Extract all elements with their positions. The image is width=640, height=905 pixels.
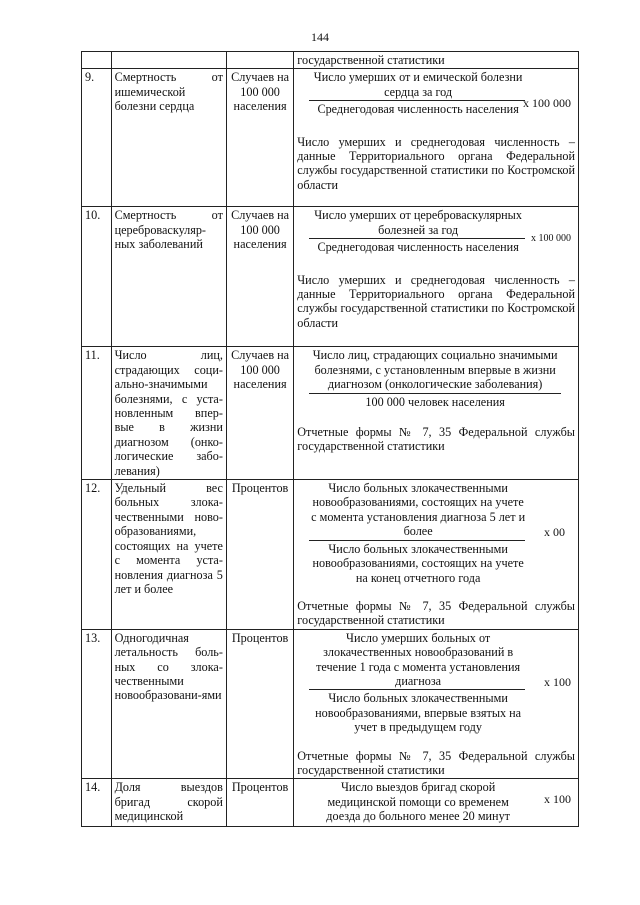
formula-cell	[294, 480, 579, 630]
row-number: 14.	[82, 779, 112, 827]
formula-cell	[294, 629, 579, 779]
fraction	[297, 780, 575, 823]
fraction-line	[309, 238, 525, 239]
row-number: 9.	[82, 69, 112, 207]
formula-cell	[294, 347, 579, 480]
numerator: Число больных злокачественными новообразованиями, состоящих на учете с момента установления диагноза 5 лет и более	[311, 481, 526, 539]
formula-cell	[294, 779, 579, 827]
row-number: 11.	[82, 347, 112, 480]
denominator: Число больных злокачественными новообразованиями, впервые взятых на учет в предыдущем году	[315, 691, 522, 735]
indicator-name: Доля выездов бригад скорой медицинской	[111, 779, 226, 827]
fraction	[297, 70, 575, 116]
data-source: Отчетные формы № 7, 35 Федеральной службы государственной статистики	[297, 598, 575, 628]
cell-empty	[111, 52, 226, 69]
numerator: Число умерших больных от злокачественных новообразований в течение 1 года с момента установления диагноза	[316, 630, 521, 688]
table-row	[82, 347, 579, 480]
indicator-name: Удельный вес больных злока-чественными ново-образованиями, состоящих на учете с момента уста-новления диагноза 5 лет и более	[111, 480, 226, 630]
row-number: 13.	[82, 629, 112, 779]
continuation-text: государственной статистики	[294, 52, 579, 69]
indicator-name: Одногодичная летальность боль-ных со злока-чественными новообразовани-ями	[111, 629, 226, 779]
multiplier: x 100	[544, 792, 571, 807]
row-number: 12.	[82, 480, 112, 630]
unit-of-measure: Процентов	[226, 779, 293, 827]
indicator-name: Смертность от ишемической болезни сердца	[111, 69, 226, 207]
data-source: Отчетные формы № 7, 35 Федеральной службы государственной статистики	[297, 748, 575, 777]
table-row	[82, 207, 579, 347]
unit-of-measure: Случаев на 100 000 населения	[226, 207, 293, 347]
fraction-line	[309, 540, 525, 541]
multiplier: x 00	[544, 525, 565, 540]
formula-cell	[294, 207, 579, 347]
multiplier: x 100	[544, 674, 571, 689]
table-row	[82, 480, 579, 630]
fraction	[297, 348, 575, 409]
unit-of-measure: Случаев на 100 000 населения	[226, 347, 293, 480]
table-row	[82, 779, 579, 827]
page-number: 144	[311, 30, 329, 44]
unit-of-measure: Процентов	[226, 629, 293, 779]
cell-empty	[82, 52, 112, 69]
unit-of-measure: Случаев на 100 000 населения	[226, 69, 293, 207]
fraction-line	[309, 689, 525, 690]
data-source: Число умерших и среднегодовая численность – данные Территориального органа Федеральной службы государственной статистики по Костромской области	[297, 134, 575, 192]
row-number: 10.	[82, 207, 112, 347]
numerator: Число лиц, страдающих социально значимыми болезнями, с установленным впервые в жизни диагнозом (онкологические заболевания)	[312, 348, 558, 392]
denominator: Число больных злокачественными новообразованиями, состоящих на учете на конец отчетного года	[312, 541, 524, 585]
data-source: Число умерших и среднегодовая численность – данные Территориального органа Федеральной службы государственной статистики по Костромской области	[297, 272, 575, 330]
indicator-name: Число лиц, страдающих соци-ально-значимыми болезнями, с уста-новленным впер-вые в жизни диагнозом (онко-логические забо-левания)	[111, 347, 226, 480]
numerator: Число умерших от цереброваскулярных болезней за год	[314, 208, 522, 237]
data-source: Отчетные формы № 7, 35 Федеральной службы государственной статистики	[297, 425, 575, 454]
unit-of-measure: Процентов	[226, 480, 293, 630]
fraction-line	[309, 393, 561, 394]
multiplier: x 100 000	[523, 96, 571, 111]
denominator: Среднегодовая численность населения	[317, 102, 519, 117]
denominator: 100 000 человек населения	[365, 394, 505, 409]
fraction	[297, 631, 575, 735]
formula-cell	[294, 69, 579, 207]
multiplier: x 100 000	[531, 233, 571, 245]
numerator: Число умерших от и емической болезни сердца за год	[313, 70, 523, 99]
continuation-row	[82, 52, 579, 69]
indicators-table	[81, 51, 579, 827]
fraction	[297, 481, 575, 585]
denominator: Среднегодовая численность населения	[317, 240, 519, 255]
cell-empty	[226, 52, 293, 69]
fraction-line	[309, 100, 525, 101]
table-row	[82, 69, 579, 207]
numerator: Число выездов бригад скорой медицинской помощи со временем доезда до больного менее 20 минут	[326, 780, 510, 824]
fraction	[297, 208, 575, 254]
indicator-name: Смертность от цереброваскуляр-ных заболеваний	[111, 207, 226, 347]
table-row	[82, 629, 579, 779]
